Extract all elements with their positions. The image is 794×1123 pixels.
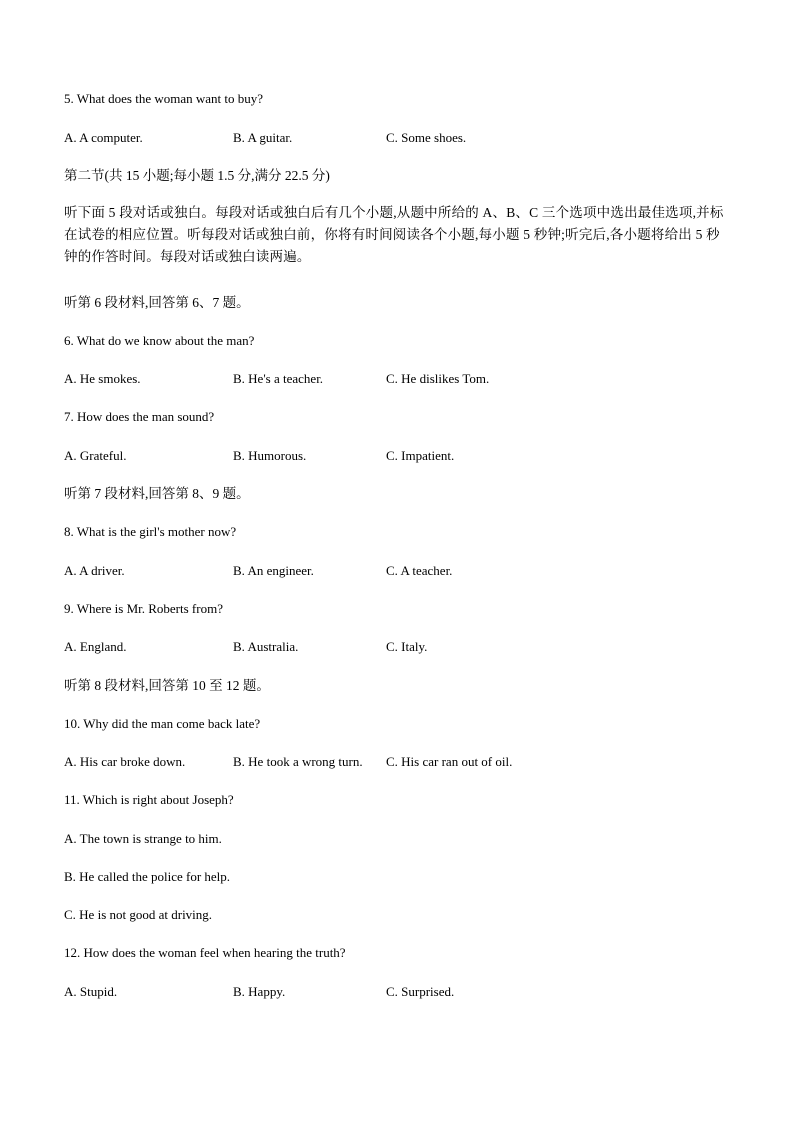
material-heading-8: 听第 8 段材料,回答第 10 至 12 题。	[64, 678, 270, 693]
question-9: 9. Where is Mr. Roberts from?	[64, 601, 223, 616]
material-heading-6: 听第 6 段材料,回答第 6、7 题。	[64, 295, 250, 310]
q9-option-a: A. England.	[64, 639, 127, 654]
q7-option-b: B. Humorous.	[233, 448, 307, 463]
q6-option-c: C. He dislikes Tom.	[386, 371, 490, 386]
q5-option-a: A. A computer.	[64, 130, 143, 145]
q9-option-b: B. Australia.	[233, 639, 299, 654]
q12-option-b: B. Happy.	[233, 984, 286, 999]
question-11: 11. Which is right about Joseph?	[64, 792, 234, 807]
q10-option-b: B. He took a wrong turn.	[233, 754, 363, 769]
q6-option-b: B. He's a teacher.	[233, 371, 324, 386]
question-6: 6. What do we know about the man?	[64, 333, 255, 348]
q12-option-a: A. Stupid.	[64, 984, 118, 999]
q11-option-b: B. He called the police for help.	[64, 869, 231, 884]
question-8: 8. What is the girl's mother now?	[64, 524, 237, 539]
question-10: 10. Why did the man come back late?	[64, 716, 261, 731]
q8-option-a: A. A driver.	[64, 563, 125, 578]
q9-option-c: C. Italy.	[386, 639, 428, 654]
q10-option-a: A. His car broke down.	[64, 754, 186, 769]
question-5: 5. What does the woman want to buy?	[64, 91, 264, 106]
question-7: 7. How does the man sound?	[64, 409, 215, 424]
q5-option-b: B. A guitar.	[233, 130, 293, 145]
q10-option-c: C. His car ran out of oil.	[386, 754, 513, 769]
q7-option-a: A. Grateful.	[64, 448, 127, 463]
q8-option-b: B. An engineer.	[233, 563, 314, 578]
q12-option-c: C. Surprised.	[386, 984, 455, 999]
section-heading: 第二节(共 15 小题;每小题 1.5 分,满分 22.5 分)	[64, 168, 330, 183]
q11-option-c: C. He is not good at driving.	[64, 907, 213, 922]
q5-option-c: C. Some shoes.	[386, 130, 467, 145]
q11-option-a: A. The town is strange to him.	[64, 831, 222, 846]
q8-option-c: C. A teacher.	[386, 563, 453, 578]
question-12: 12. How does the woman feel when hearing the truth?	[64, 945, 346, 960]
material-heading-7: 听第 7 段材料,回答第 8、9 题。	[64, 486, 250, 501]
q7-option-c: C. Impatient.	[386, 448, 455, 463]
section-instructions: 听下面 5 段对话或独白。每段对话或独白后有几个小题,从题中所给的 A、B、C 三个选项中选出最佳选项,并标在试卷的相应位置。听每段对话或独白前，你将有时间阅读各个小题,每小题 5 秒钟;听完后,各小题将给出 5 秒钟的作答时间。每段对话或独白读两遍。	[64, 205, 724, 264]
q6-option-a: A. He smokes.	[64, 371, 141, 386]
